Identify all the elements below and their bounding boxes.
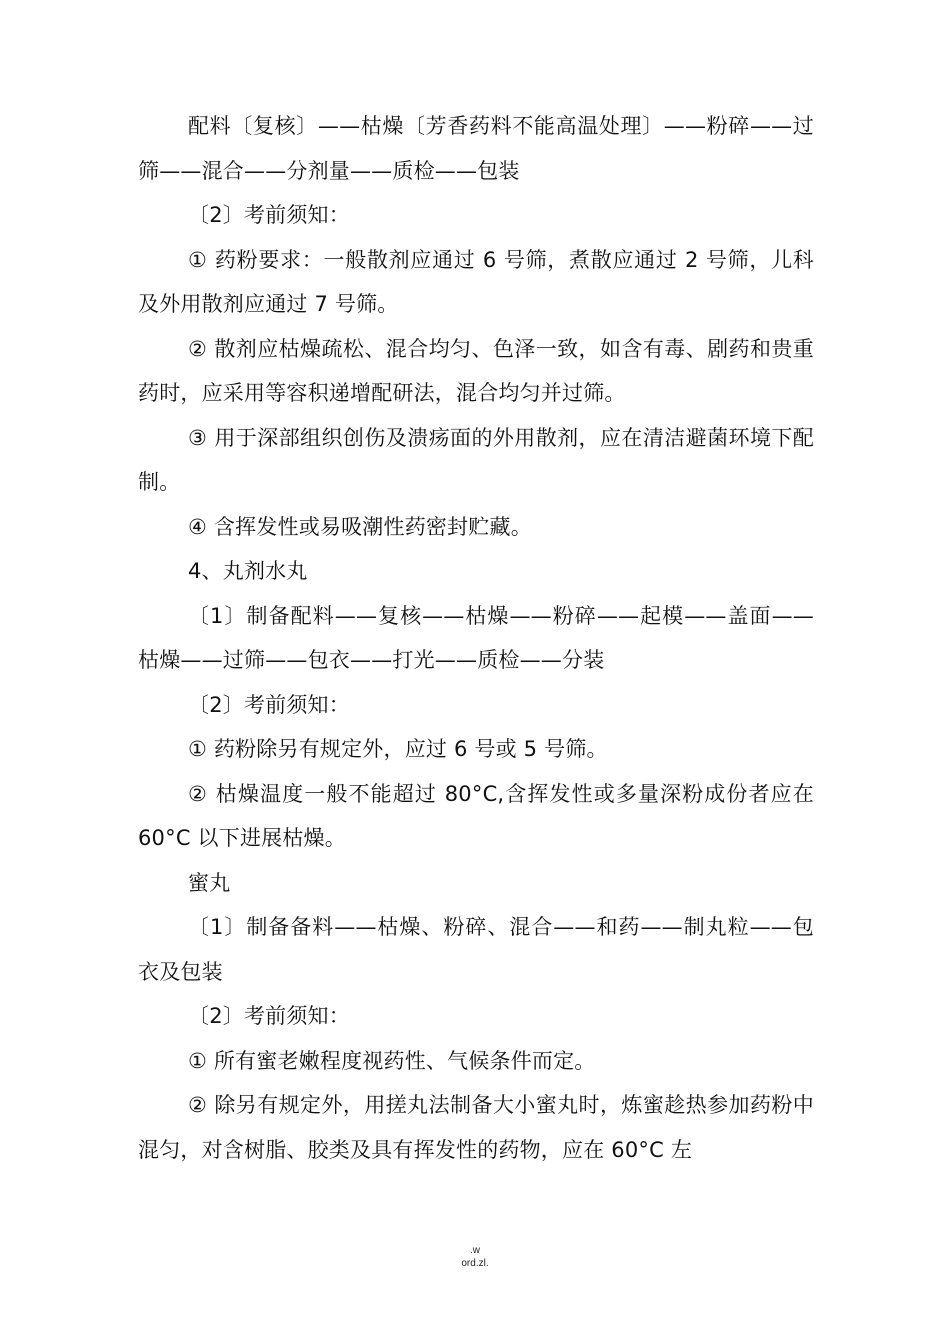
paragraph-note-3: ③ 用于深部组织创伤及溃疡面的外用散剂，应在清洁避菌环境下配制。 [138,425,814,494]
section-heading-water-pill: 4、丸剂水丸 [188,559,308,583]
page-footer [0,1244,950,1270]
footer-line-2: ord.zl. [461,1258,489,1269]
document-body [138,104,814,1172]
section-heading-honey-pill: 蜜丸 [188,870,231,895]
paragraph-note-1: ① 药粉要求：一般散剂应通过 6 号筛，煮散应通过 2 号筛，儿科及外用散剂应通过 7 号筛。 [138,247,814,316]
paragraph-note-4: ④ 含挥发性或易吸潮性药密封贮藏。 [188,514,532,539]
paragraph-notes-heading: 〔2〕考前须知： [188,1004,350,1028]
paragraph-water-pill-process: 〔1〕制备配料——复核——枯燥——粉碎——起模——盖面——枯燥——过筛——包衣——打光——质检——分装 [138,603,814,672]
paragraph-honey-pill-note-2: ② 除另有规定外，用搓丸法制备大小蜜丸时，炼蜜趁热参加药粉中混匀，对含树脂、胶类及具有挥发性的药物，应在 60°C 左 [138,1093,814,1162]
paragraph-water-pill-note-2: ② 枯燥温度一般不能超过 80°C,含挥发性或多量深粉成份者应在 60°C 以下进展枯燥。 [138,781,814,850]
paragraph-notes-heading: 〔2〕考前须知： [188,692,350,717]
paragraph-water-pill-note-1: ① 药粉除另有规定外，应过 6 号或 5 号筛。 [188,737,608,761]
paragraph-honey-pill-note-1: ① 所有蜜老嫩程度视药性、气候条件而定。 [188,1048,596,1073]
footer-line-1: .w [470,1245,480,1256]
paragraph-process-flow: 配料〔复核〕——枯燥〔芳香药料不能高温处理〕——粉碎——过筛——混合——分剂量——质检——包装 [138,114,814,183]
paragraph-honey-pill-process: 〔1〕制备备料——枯燥、粉碎、混合——和药——制丸粒——包衣及包装 [138,915,814,984]
paragraph-note-2: ② 散剂应枯燥疏松、混合均匀、色泽一致，如含有毒、剧药和贵重药时，应采用等容积递增配研法，混合均匀并过筛。 [138,336,814,405]
paragraph-notes-heading: 〔2〕考前须知： [188,203,350,227]
